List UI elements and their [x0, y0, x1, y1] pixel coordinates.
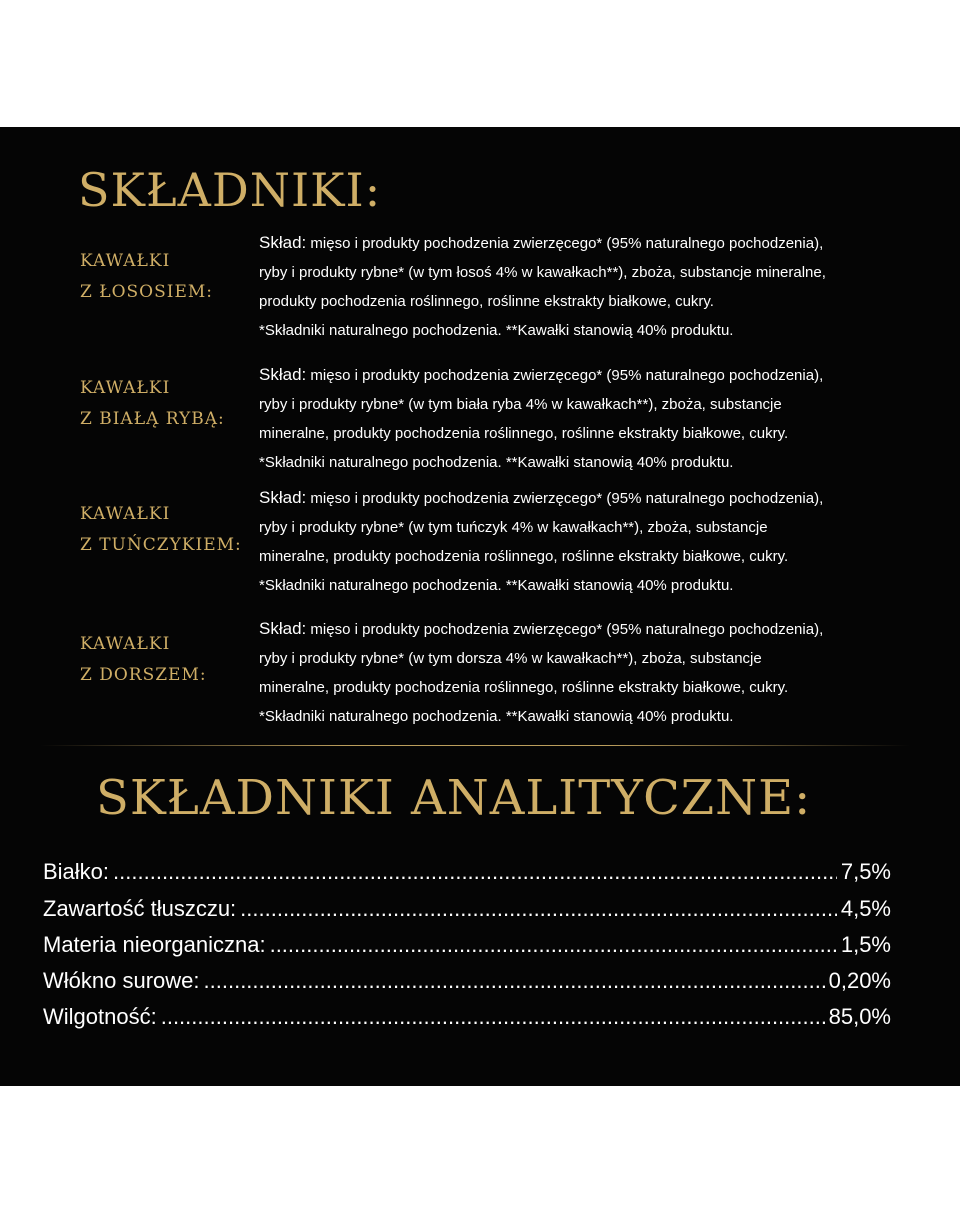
product-label-tuna [80, 499, 242, 561]
analytical-title: SKŁADNIKI ANALITYCZNE: [96, 770, 812, 826]
description-line: ryby i produkty rybne* (w tym łosoś 4% w kawałkach**), zboża, substancje mineralne, [259, 264, 826, 281]
product-label-line: KAWAŁKI [80, 634, 171, 654]
product-label-line: Z BIAŁĄ RYBĄ: [80, 409, 225, 429]
analytic-value: 7,5% [840, 859, 891, 884]
description-line: *Składniki naturalnego pochodzenia. **Kawałki stanowią 40% produktu. [259, 577, 734, 594]
product-label-line: Z ŁOSOSIEM: [80, 282, 214, 302]
product-label-line: Z TUŃCZYKIEM: [80, 535, 242, 555]
product-label-line: KAWAŁKI [80, 251, 171, 271]
composition-lead: Skład: [259, 488, 307, 507]
description-line: *Składniki naturalnego pochodzenia. **Kawałki stanowią 40% produktu. [259, 454, 734, 471]
analytic-row-ash [43, 927, 891, 963]
leader-dots [204, 963, 825, 999]
leader-dots [161, 999, 825, 1035]
description-line: mineralne, produkty pochodzenia roślinnego, roślinne ekstrakty białkowe, cukry. [259, 548, 789, 565]
analytic-name: Włókno surowe: [43, 968, 200, 993]
leader-dots [270, 927, 837, 963]
composition-lead: Skład: [259, 233, 307, 252]
analytic-value: 1,5% [840, 932, 891, 957]
analytic-row-moisture [43, 999, 891, 1035]
description-line: Skład: mięso i produkty pochodzenia zwierzęcego* (95% naturalnego pochodzenia), [259, 619, 824, 638]
ingredients-title: SKŁADNIKI: [78, 163, 382, 217]
analytic-name: Zawartość tłuszczu: [43, 896, 237, 921]
description-line: produkty pochodzenia roślinnego, roślinne ekstrakty białkowe, cukry. [259, 293, 714, 310]
product-label-line: Z DORSZEM: [80, 665, 207, 685]
description-line: Skład: mięso i produkty pochodzenia zwierzęcego* (95% naturalnego pochodzenia), [259, 233, 824, 252]
analytic-name: Białko: [43, 859, 110, 884]
composition-lead: Skład: [259, 619, 307, 638]
description-line: ryby i produkty rybne* (w tym biała ryba 4% w kawałkach**), zboża, substancje [259, 396, 782, 413]
analytic-row-protein [43, 854, 891, 890]
product-label-white-fish [80, 373, 225, 435]
analytic-name: Wilgotność: [43, 1004, 157, 1029]
product-description-tuna [259, 483, 949, 600]
product-description-white-fish [259, 360, 949, 477]
analytic-value: 85,0% [828, 1004, 891, 1029]
description-line: ryby i produkty rybne* (w tym dorsza 4% w kawałkach**), zboża, substancje [259, 650, 762, 667]
analytic-row-fat [43, 891, 891, 927]
product-description-salmon [259, 228, 949, 345]
description-line: mineralne, produkty pochodzenia roślinnego, roślinne ekstrakty białkowe, cukry. [259, 425, 789, 442]
description-line: Skład: mięso i produkty pochodzenia zwierzęcego* (95% naturalnego pochodzenia), [259, 488, 824, 507]
leader-dots [240, 891, 837, 927]
section-divider [40, 745, 910, 746]
description-line: Skład: mięso i produkty pochodzenia zwierzęcego* (95% naturalnego pochodzenia), [259, 365, 824, 384]
product-label-line: KAWAŁKI [80, 504, 171, 524]
ingredients-panel [0, 127, 960, 1086]
product-label-cod [80, 629, 207, 691]
analytic-row-fibre [43, 963, 891, 999]
description-line: *Składniki naturalnego pochodzenia. **Kawałki stanowią 40% produktu. [259, 322, 734, 339]
leader-dots [113, 854, 837, 890]
product-description-cod [259, 614, 949, 731]
analytic-value: 0,20% [828, 968, 891, 993]
product-label-salmon [80, 246, 213, 308]
composition-lead: Skład: [259, 365, 307, 384]
analytic-value: 4,5% [840, 896, 891, 921]
product-label-line: KAWAŁKI [80, 378, 171, 398]
description-line: *Składniki naturalnego pochodzenia. **Kawałki stanowią 40% produktu. [259, 708, 734, 725]
description-line: ryby i produkty rybne* (w tym tuńczyk 4% w kawałkach**), zboża, substancje [259, 519, 768, 536]
description-line: mineralne, produkty pochodzenia roślinnego, roślinne ekstrakty białkowe, cukry. [259, 679, 789, 696]
analytic-name: Materia nieorganiczna: [43, 932, 266, 957]
